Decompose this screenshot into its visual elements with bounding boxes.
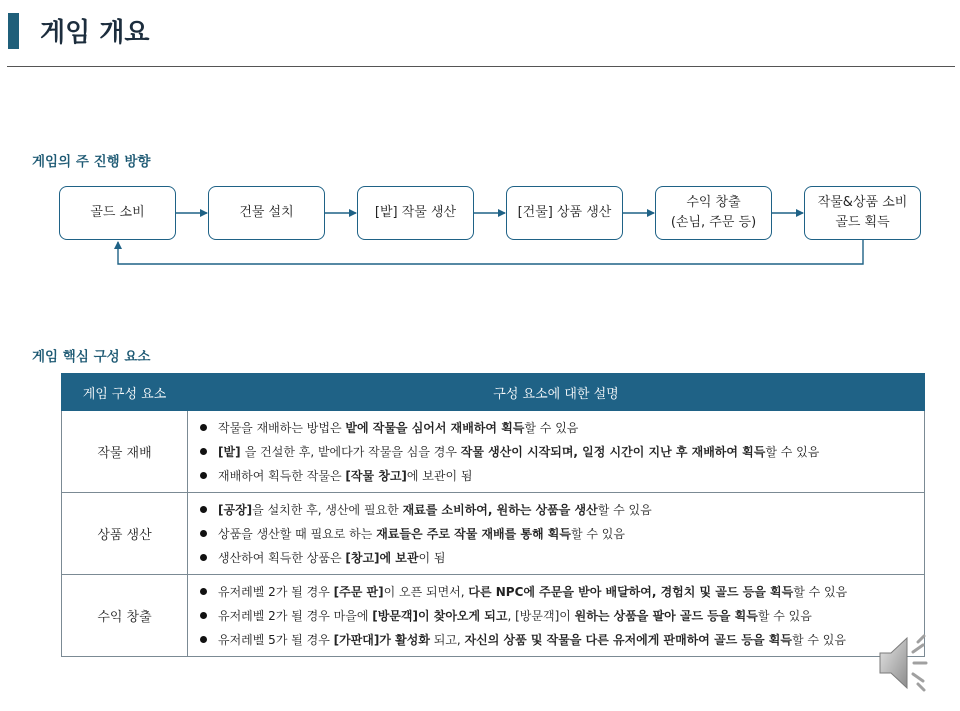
bold-segment: [작물 창고] <box>345 469 407 483</box>
text-segment: , [방문객]이 <box>507 609 575 623</box>
flow-step-label: [밭] 작물 생산 <box>374 205 457 220</box>
text-segment: 유저레벨 2가 될 경우 마을에 <box>218 609 373 623</box>
bold-segment: [방문객]이 찾아오게 되고 <box>372 609 508 623</box>
text-segment: 재배하여 획득한 작물은 <box>218 469 346 483</box>
bold-segment: [공장] <box>218 503 253 517</box>
text-segment: 작물을 재배하는 방법은 <box>218 421 346 435</box>
bullet-text <box>218 440 819 464</box>
bullet-dot <box>200 612 207 619</box>
bullet-item <box>198 546 924 570</box>
description-cell <box>188 411 925 493</box>
component-cell: 수익 창출 <box>62 575 188 657</box>
text-segment: 이 됨 <box>418 551 446 565</box>
text-segment: 할 수 있음 <box>524 421 579 435</box>
flow-step-label: 수익 창출 <box>686 195 741 210</box>
bold-segment: [창고]에 보관 <box>345 551 419 565</box>
flow-step-label: 건물 설치 <box>239 205 294 220</box>
bold-segment: [가판대]가 활성화 <box>333 633 430 647</box>
bullet-text <box>218 546 445 570</box>
bold-segment: 다른 NPC에 주문을 받아 배달하여, 경험치 및 골드 등을 획득 <box>468 585 794 599</box>
bold-segment: 자신의 상품 및 작물을 다른 유저에게 판매하여 골드 등을 획득 <box>464 633 792 647</box>
bullet-dot <box>200 636 207 643</box>
table-header-row <box>62 374 925 411</box>
core-table <box>61 373 925 657</box>
column-header-description: 구성 요소에 대한 설명 <box>188 374 925 411</box>
text-segment: 상품을 생산할 때 필요로 하는 <box>218 527 377 541</box>
flow-step-consume <box>804 186 921 240</box>
bullet-item <box>198 604 924 628</box>
text-segment: 에 보관이 됨 <box>406 469 473 483</box>
bullet-dot <box>200 424 207 431</box>
page-title: 게임 개요 <box>40 18 150 48</box>
bold-segment: 작물 생산이 시작되며, 일정 시간이 지난 후 재배하여 획득 <box>460 445 766 459</box>
bullet-dot <box>200 588 207 595</box>
flow-step-product <box>506 186 623 240</box>
bullet-dot <box>200 530 207 537</box>
text-segment: 생산하여 획득한 상품은 <box>218 551 346 565</box>
text-segment: 할 수 있음 <box>570 527 625 541</box>
text-segment: 할 수 있음 <box>597 503 652 517</box>
bullet-item <box>198 580 924 604</box>
table-row <box>62 411 925 493</box>
flow-heading: 게임의 주 진행 방향 <box>32 154 151 170</box>
text-segment: 할 수 있음 <box>765 445 820 459</box>
bullet-item <box>198 522 924 546</box>
bullet-dot <box>200 472 207 479</box>
text-segment: 을 설치한 후, 생산에 필요한 <box>252 503 403 517</box>
flow-step-sublabel: 골드 획득 <box>835 215 890 230</box>
flow-step-label: 작물&상품 소비 <box>817 195 908 210</box>
bullet-dot <box>200 448 207 455</box>
component-cell: 작물 재배 <box>62 411 188 493</box>
bullet-text <box>218 464 472 488</box>
text-segment: 유저레벨 2가 될 경우 <box>218 585 334 599</box>
bullet-text <box>218 580 847 604</box>
flow-step-gold-spend <box>59 186 176 240</box>
bold-segment: 원하는 상품을 팔아 골드 등을 획득 <box>574 609 758 623</box>
bullet-dot <box>200 554 207 561</box>
text-segment: 을 건설한 후, 밭에다가 작물을 심을 경우 <box>244 445 461 459</box>
flow-loop-arrow <box>118 240 863 264</box>
text-segment: 유저레벨 5가 될 경우 <box>218 633 334 647</box>
flow-step-label: [건물] 상품 생산 <box>517 205 612 220</box>
text-segment: 이 오픈 되면서, <box>383 585 469 599</box>
speaker-icon[interactable] <box>876 632 942 694</box>
flow-step-revenue <box>655 186 772 240</box>
column-header-component: 게임 구성 요소 <box>62 374 188 411</box>
bullet-text <box>218 522 625 546</box>
bold-segment: [주문 판] <box>333 585 384 599</box>
bold-segment: [밭] <box>218 445 245 459</box>
text-segment: 되고, <box>429 633 465 647</box>
table-row <box>62 575 925 657</box>
bullet-item <box>198 440 924 464</box>
bullet-dot <box>200 506 207 513</box>
text-segment: 할 수 있음 <box>793 585 848 599</box>
bullet-item <box>198 498 924 522</box>
flow-step-build <box>208 186 325 240</box>
bullet-item <box>198 464 924 488</box>
bold-segment: 재료들은 주로 작물 재배를 통해 획득 <box>376 527 571 541</box>
bullet-text <box>218 628 846 652</box>
bold-segment: 밭에 작물을 심어서 재배하여 획득 <box>345 421 525 435</box>
text-segment: 할 수 있음 <box>791 633 846 647</box>
description-cell <box>188 575 925 657</box>
table-row <box>62 493 925 575</box>
description-cell <box>188 493 925 575</box>
bold-segment: 재료를 소비하여, 원하는 상품을 생산 <box>402 503 598 517</box>
bullet-item <box>198 416 924 440</box>
core-heading: 게임 핵심 구성 요소 <box>32 349 151 365</box>
bullet-text <box>218 498 652 522</box>
flow-step-sublabel: (손님, 주문 등) <box>670 215 757 230</box>
bullet-item <box>198 628 924 652</box>
flow-step-crop <box>357 186 474 240</box>
bullet-text <box>218 604 812 628</box>
text-segment: 할 수 있음 <box>757 609 812 623</box>
flow-step-label: 골드 소비 <box>90 205 145 220</box>
bullet-text <box>218 416 578 440</box>
component-cell: 상품 생산 <box>62 493 188 575</box>
